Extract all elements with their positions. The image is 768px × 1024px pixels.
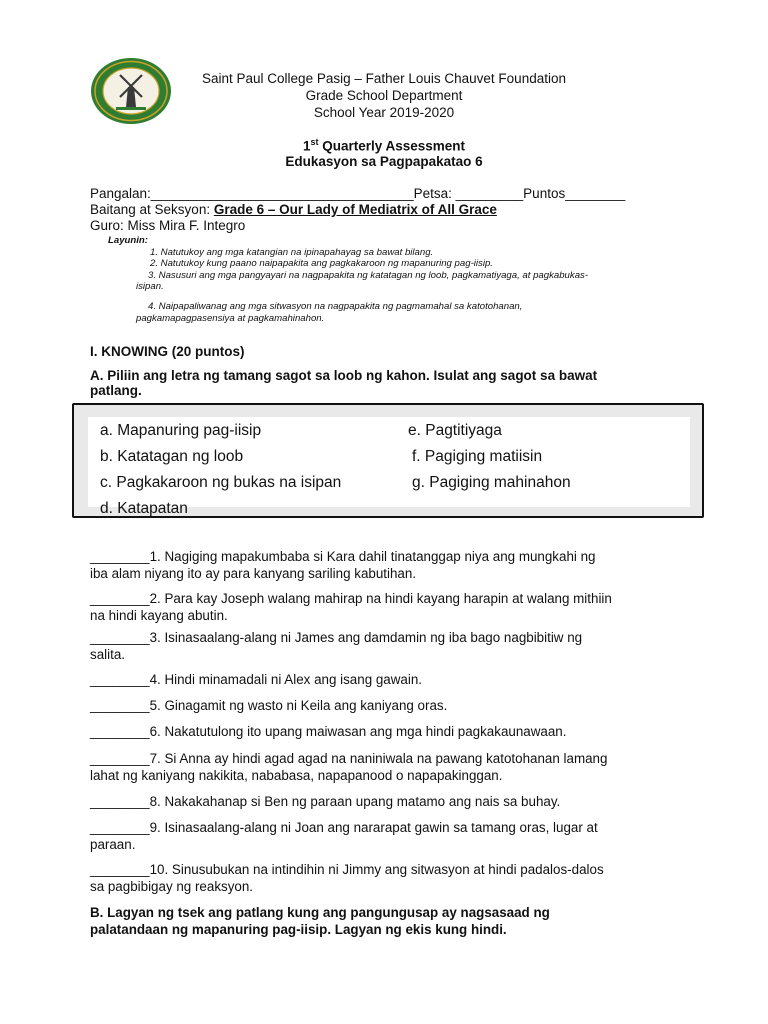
question-item xyxy=(90,861,690,895)
instruction-b-line: B. Lagyan ng tsek ang patlang kung ang pangungusap ay nagsasaad ng xyxy=(90,905,550,920)
question-item xyxy=(90,750,690,784)
question-text: ________8. Nakakahanap si Ben ng paraan upang matamo ang nais sa buhay. xyxy=(90,794,561,809)
instruction-b-line-cont: palatandaan ng mapanuring pag-iisip. Lagyan ng ekis kung hindi. xyxy=(90,922,507,937)
question-text-cont: iba alam niyang ito ay para kanyang sariling kabutihan. xyxy=(90,566,417,581)
choice-e: e. Pagtitiyaga xyxy=(408,422,502,439)
question-text-cont: lahat ng kaniyang nakikita, nababasa, napapanood o napapakinggan. xyxy=(90,768,503,783)
instruction-a: A. Piliin ang letra ng tamang sagot sa loob ng kahon. Isulat ang sagot sa bawat xyxy=(90,368,598,383)
choices-panel xyxy=(88,417,690,517)
question-text: ________1. Nagiging mapakumbaba si Kara dahil tinatanggap niya ang mungkahi ng xyxy=(90,549,596,564)
section-knowing-title: I. KNOWING (20 puntos) xyxy=(90,344,245,359)
choice-a: a. Mapanuring pag-iisip xyxy=(100,422,262,439)
grade-section-value: Grade 6 – Our Lady of Mediatrix of All Grace xyxy=(213,202,497,217)
school-year: School Year 2019-2020 xyxy=(313,105,455,120)
objective-item: 1. Natutukoy ang mga katangian na ipinapahayag sa bawat bilang. xyxy=(150,247,434,258)
question-text: ________4. Hindi minamadali ni Alex ang isang gawain. xyxy=(90,672,423,687)
subject-title: Edukasyon sa Pagpapakatao 6 xyxy=(285,154,483,169)
choice-f: f. Pagiging matiisin xyxy=(412,448,543,465)
instruction-a-cont: patlang. xyxy=(90,383,142,398)
choice-g: g. Pagiging mahinahon xyxy=(412,474,571,491)
question-text: ________3. Isinasaalang-alang ni James ang damdamin ng iba bago nagbibitiw ng xyxy=(90,630,583,645)
choice-d: d. Katapatan xyxy=(100,500,188,517)
question-text-cont: sa pagbibigay ng reaksyon. xyxy=(90,879,254,894)
question-item xyxy=(90,671,690,688)
question-item xyxy=(90,629,690,663)
objective-item: isipan. xyxy=(136,281,164,292)
question-item xyxy=(90,548,690,582)
question-text: ________2. Para kay Joseph walang mahirap na hindi kayang harapin at walang mithiin xyxy=(90,591,612,606)
name-date-score-line: Pangalan:___________________________________Petsa: _________Puntos________ xyxy=(90,186,626,201)
choice-c: c. Pagkakaroon ng bukas na isipan xyxy=(100,474,342,491)
objectives-title: Layunin: xyxy=(108,235,148,246)
objective-item: 3. Nasusuri ang mga pangyayari na nagpapakita ng katatagan ng loob, pagkamatiyaga, at pagkabukas- xyxy=(148,270,589,281)
choice-b: b. Katatagan ng loob xyxy=(100,448,244,465)
question-item xyxy=(90,697,690,714)
instruction-b xyxy=(90,904,690,938)
exam-title: 1st Quarterly Assessment xyxy=(302,137,466,154)
objective-item: 4. Naipapaliwanag ang mga sitwasyon na nagpapakita ng pagmamahal sa katotohanan, xyxy=(148,301,523,312)
question-text: ________6. Nakatutulong ito upang maiwasan ang mga hindi pagkakaunawaan. xyxy=(90,724,567,739)
question-item xyxy=(90,723,690,740)
choices-box xyxy=(72,403,704,518)
question-text: ________9. Isinasaalang-alang ni Joan ang nararapat gawin sa tamang oras, lugar at xyxy=(90,820,598,835)
question-text: ________5. Ginagamit ng wasto ni Keila ang kaniyang oras. xyxy=(90,698,448,713)
question-item xyxy=(90,819,690,853)
school-name: Saint Paul College Pasig – Father Louis Chauvet Foundation xyxy=(202,71,566,86)
objective-item: 2. Natutukoy kung paano naipapakita ang pagkakaroon ng mapanuring pag-iisip. xyxy=(150,258,493,269)
question-item xyxy=(90,590,690,624)
question-text-cont: salita. xyxy=(90,647,125,662)
question-text: ________10. Sinusubukan na intindihin ni Jimmy ang sitwasyon at hindi padalos-dalos xyxy=(90,862,604,877)
department-name: Grade School Department xyxy=(305,88,463,103)
question-text: ________7. Si Anna ay hindi agad agad na naniniwala na pawang katotohanan lamang xyxy=(90,751,608,766)
question-text-cont: na hindi kayang abutin. xyxy=(90,608,228,623)
objective-item: pagkamapagpasensiya at pagkamahinahon. xyxy=(136,313,325,324)
question-text-cont: paraan. xyxy=(90,837,136,852)
question-item xyxy=(90,793,690,810)
teacher-line: Guro: Miss Mira F. Integro xyxy=(90,218,246,233)
grade-section-line: Baitang at Seksyon: Grade 6 – Our Lady of Mediatrix of All Grace xyxy=(90,202,497,217)
